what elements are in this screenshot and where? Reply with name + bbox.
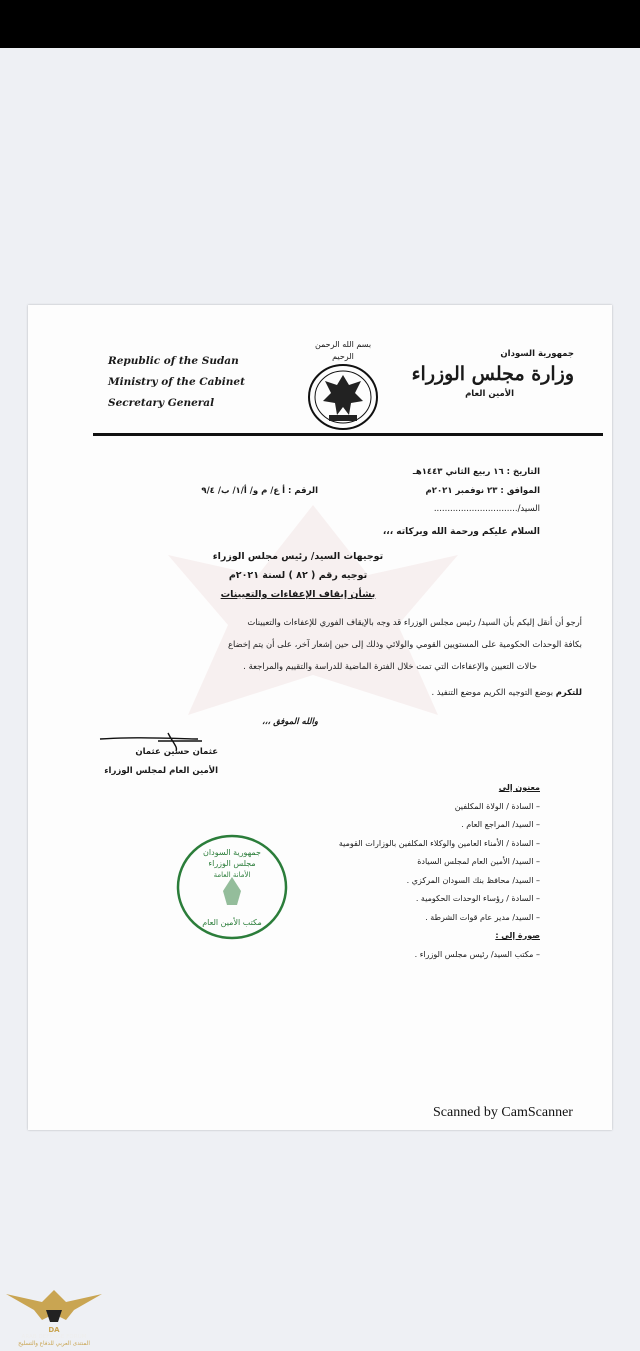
gregorian-line: الموافق : ٢٣ نوفمبر ٢٠٢١م <box>425 485 540 496</box>
sudan-emblem-icon <box>305 361 381 431</box>
action-text: بوضع التوجيه الكريم موضع التنفيذ . <box>431 687 554 697</box>
for-you: للتكرم <box>555 687 582 697</box>
arabic-secretary: الأمين العام <box>465 389 514 399</box>
seal-line-3: الأمانة العامة <box>213 871 251 879</box>
title-block <box>158 547 438 604</box>
subject: بشأن إيقاف الإعفاءات والتعيينات <box>220 589 376 600</box>
meta-block <box>280 463 540 519</box>
recipient-item: – السيد/ مدير عام قوات الشرطة . <box>425 912 540 922</box>
recipient-item: – السادة / الأمناء العامين والوكلاء المكلفين بالوزارات القومية <box>338 838 540 848</box>
english-republic: Republic of the Sudan <box>108 355 239 367</box>
paragraph-line-3: حالات التعيين والإعفاءات التي تمت خلال الفترة الماضية للدراسة والتقييم والمراجعة . <box>243 661 537 671</box>
logo-name-ar: المنتدى العربي للدفاع والتسليح <box>18 1341 90 1347</box>
english-secretary: Secretary General <box>108 397 215 409</box>
document-page <box>28 305 612 1130</box>
top-bar <box>0 0 640 48</box>
recipient-item: – السيد/ الأمين العام لمجلس السيادة <box>417 857 540 866</box>
basmala: بسم الله الرحمن الرحيم <box>314 340 372 361</box>
paragraph-line-2: بكافة الوحدات الحكومية على المستويين القومي والولائي وذلك إلى حين إشعار آخر، على أن يتم إخضاع <box>227 639 582 649</box>
header-rule <box>93 433 603 436</box>
copy-item: – مكتب السيد/ رئيس مجلس الوزراء . <box>414 949 540 959</box>
english-ministry: Ministry of the Cabinet <box>108 376 245 388</box>
signer-title: الأمين العام لمجلس الوزراء <box>104 765 218 776</box>
directive-number: توجيه رقم ( ٨٢ ) لسنة ٢٠٢١م <box>228 570 368 581</box>
signature-block <box>98 743 218 780</box>
reference-number: الرقم : أ ع/ م و/ أ/١/ ب/ ٩/٤ <box>201 486 318 496</box>
arabic-ministry: وزارة مجلس الوزراء <box>411 363 574 385</box>
recipient-item: – السيد/ محافظ بنك السودان المركزي . <box>406 875 540 885</box>
recipient-item: – السيد/ المراجع العام . <box>461 820 540 829</box>
action-line <box>62 683 582 702</box>
camscanner-footer: Scanned by CamScanner <box>433 1105 573 1120</box>
signer-name: عثمان حسين عثمان <box>135 747 218 757</box>
date-line: التاريخ : ١٦ ربيع الثاني ١٤٤٣هـ <box>412 467 540 477</box>
copy-heading: صورة إلى : <box>495 931 540 940</box>
seal-line-4: مكتب الأمين العام <box>202 918 262 927</box>
seal-line-1: جمهورية السودان <box>203 848 261 857</box>
recipients-heading: معنون إلى <box>498 783 540 792</box>
greeting: السلام عليكم ورحمة الله وبركاته ،،، <box>382 527 540 537</box>
paragraph-line-1: أرجو أن أنقل إليكم بأن السيد/ رئيس مجلس الوزراء قد وجه بالإيقاف الفوري للإعفاءات والتعيينات <box>247 617 582 627</box>
arabic-republic: جمهورية السودان <box>500 349 574 359</box>
logo-name-en: ARAB DEFENSE FORUM <box>21 1334 87 1340</box>
sir-line: السيد/............................... <box>433 504 540 514</box>
english-header <box>108 351 258 414</box>
logo-text <box>0 1327 108 1348</box>
logo-abbr: DA <box>48 1326 60 1334</box>
green-stamp-seal <box>175 833 289 941</box>
arabic-header <box>404 347 574 401</box>
recipient-item: – السادة / الولاة المكلفين <box>454 801 540 811</box>
recipient-item: – السادة / رؤساء الوحدات الحكومية . <box>415 894 540 903</box>
closing: والله الموفق ،،، <box>262 717 318 727</box>
seal-line-2: مجلس الوزراء <box>208 859 256 868</box>
body-paragraph <box>62 611 582 677</box>
directives-title: توجيهات السيد/ رئيس مجلس الوزراء <box>212 551 384 562</box>
